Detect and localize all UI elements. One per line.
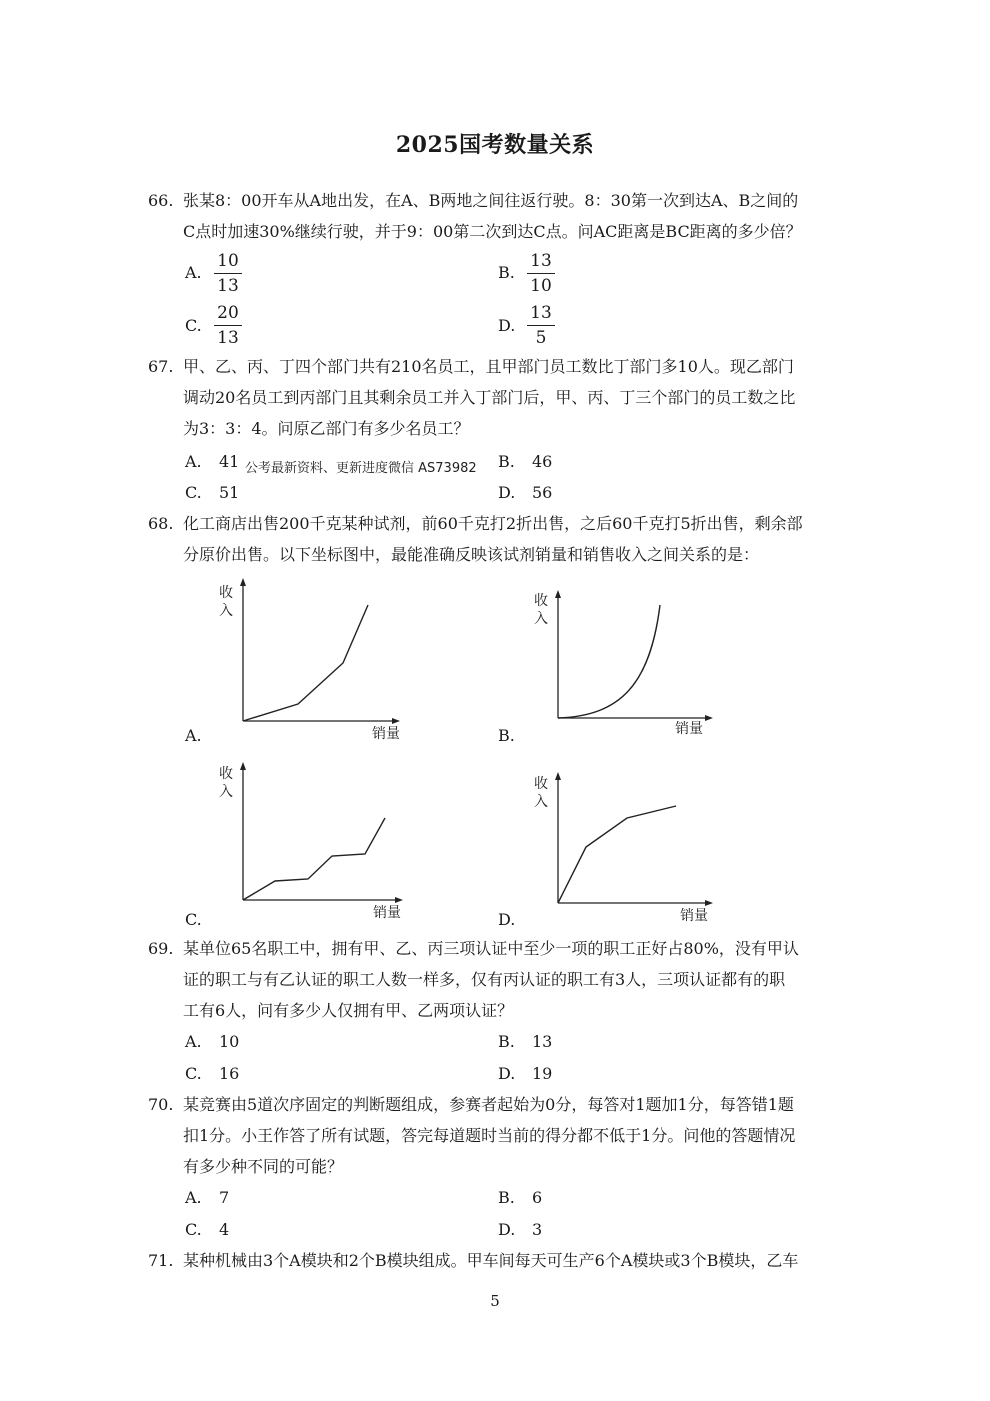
option-label: B. — [498, 263, 515, 282]
graph-option-label: A. — [185, 726, 202, 745]
option-d — [498, 1220, 542, 1240]
option-c-fraction — [214, 302, 242, 349]
y-axis-arrow — [555, 590, 561, 598]
option-label: B. — [498, 452, 515, 471]
option-label: B. — [498, 1032, 515, 1051]
option-label: D. — [498, 1064, 516, 1083]
option-label: D. — [498, 483, 516, 502]
option-c — [185, 1064, 239, 1084]
question-text-line: 化工商店出售200千克某种试剂，前60千克打2折出售，之后60千克打5折出售，剩余部 — [183, 514, 803, 533]
option-label: C. — [185, 1064, 202, 1083]
y-label-2: 入 — [534, 611, 548, 627]
option-label: A. — [185, 263, 202, 282]
option-a — [185, 1188, 229, 1208]
option-b — [498, 1032, 552, 1052]
y-axis-arrow — [240, 762, 246, 770]
option-value: 7 — [219, 1188, 230, 1207]
option-a — [185, 1032, 239, 1052]
question-number: 70. — [148, 1095, 174, 1114]
fraction-denominator: 13 — [217, 328, 239, 348]
option-label: B. — [498, 1188, 515, 1207]
question-text-line: 分原价出售。以下坐标图中，最能准确反映该试剂销量和销售收入之间关系的是： — [183, 545, 760, 564]
graph-a — [210, 575, 420, 750]
option-value: 19 — [532, 1064, 553, 1083]
y-label-1: 收 — [534, 776, 548, 792]
option-label: C. — [185, 483, 202, 502]
option-a — [185, 452, 239, 472]
question-number: 66. — [148, 191, 174, 210]
fraction-bar — [214, 325, 242, 326]
option-a-fraction — [214, 250, 242, 297]
question-text-line: 为3：3：4。问原乙部门有多少名员工？ — [183, 419, 470, 438]
page-number: 5 — [490, 1292, 500, 1310]
x-label: 销量 — [373, 905, 401, 921]
graph-option-label: D. — [498, 910, 516, 929]
option-c — [185, 483, 239, 503]
curve — [558, 605, 660, 718]
x-label: 销量 — [680, 908, 708, 924]
graph-option-label: C. — [185, 910, 202, 929]
question-text-line: 某种机械由3个A模块和2个B模块组成。甲车间每天可生产6个A模块或3个B模块，乙车 — [183, 1251, 799, 1270]
question-number: 69. — [148, 939, 174, 958]
fraction-numerator: 13 — [530, 303, 552, 323]
curve — [243, 605, 368, 721]
option-b — [498, 452, 552, 472]
option-d — [498, 483, 552, 503]
question-number: 68. — [148, 514, 174, 533]
y-label-1: 收 — [219, 766, 233, 782]
option-c — [185, 1220, 229, 1240]
question-text-line: C点时加速30%继续行驶，并于9：00第二次到达C点。问AC距离是BC距离的多少倍？ — [183, 222, 802, 241]
graph-d — [525, 755, 735, 930]
question-text-line: 张某8：00开车从A地出发，在A、B两地之间往返行驶。8：30第一次到达A、B之间的 — [183, 191, 799, 210]
y-label-2: 入 — [219, 603, 233, 619]
option-label: A. — [185, 1188, 202, 1207]
option-value: 13 — [532, 1032, 553, 1051]
fraction-numerator: 20 — [217, 303, 239, 323]
option-value: 16 — [219, 1064, 240, 1083]
question-text-line: 扣1分。小王作答了所有试题，答完每道题时当前的得分都不低于1分。问他的答题情况 — [183, 1126, 796, 1145]
option-value: 56 — [532, 483, 553, 502]
fraction-bar — [527, 273, 555, 274]
y-axis-arrow — [240, 578, 246, 586]
question-text-line: 某单位65名职工中，拥有甲、乙、丙三项认证中至少一项的职工正好占80%，没有甲认 — [183, 939, 799, 958]
option-b-fraction — [527, 250, 555, 297]
option-label: A. — [185, 1032, 202, 1051]
option-label: D. — [498, 316, 516, 335]
y-label-1: 收 — [219, 585, 233, 601]
option-value: 4 — [219, 1220, 230, 1239]
x-axis-arrow — [705, 715, 713, 721]
question-text-line: 某竞赛由5道次序固定的判断题组成，参赛者起始为0分，每答对1题加1分，每答错1题 — [183, 1095, 794, 1114]
x-label: 销量 — [372, 726, 400, 742]
curve — [243, 818, 385, 900]
question-text-line: 调动20名员工到丙部门且其剩余员工并入丁部门后，甲、丙、丁三个部门的员工数之比 — [183, 388, 796, 407]
option-d — [498, 1064, 552, 1084]
question-number: 67. — [148, 357, 174, 376]
page-title: 2025国考数量关系 — [395, 132, 595, 158]
fraction-numerator: 10 — [217, 251, 239, 271]
option-value: 51 — [219, 483, 240, 502]
option-value: 3 — [532, 1220, 543, 1239]
y-axis-arrow — [555, 772, 561, 780]
option-d-fraction — [527, 302, 555, 349]
option-label: C. — [185, 316, 202, 335]
question-text-line: 证的职工与有乙认证的职工人数一样多，仅有丙认证的职工有3人，三项认证都有的职 — [183, 970, 786, 989]
x-axis-arrow — [395, 897, 403, 903]
option-label: C. — [185, 1220, 202, 1239]
option-value: 10 — [219, 1032, 240, 1051]
graph-b — [525, 575, 735, 750]
fraction-denominator: 5 — [535, 328, 547, 348]
fraction-bar — [527, 325, 555, 326]
x-label: 销量 — [675, 721, 703, 737]
x-axis-arrow — [705, 900, 713, 906]
curve — [558, 806, 676, 903]
fraction-denominator: 13 — [217, 276, 239, 296]
question-text-line: 甲、乙、丙、丁四个部门共有210名员工，且甲部门员工数比丁部门多10人。现乙部门 — [183, 357, 794, 376]
y-label-2: 入 — [219, 784, 233, 800]
option-b — [498, 1188, 542, 1208]
option-label: D. — [498, 1220, 516, 1239]
question-number: 71. — [148, 1251, 174, 1270]
option-value: 6 — [532, 1188, 543, 1207]
fraction-bar — [214, 273, 242, 274]
option-label: A. — [185, 452, 202, 471]
y-label-2: 入 — [534, 794, 548, 810]
option-value: 41 — [219, 452, 240, 471]
question-text-line: 工有6人，问有多少人仅拥有甲、乙两项认证？ — [183, 1001, 514, 1020]
y-label-1: 收 — [534, 593, 548, 609]
watermark-text: 公考最新资料、更新进度微信 AS73982 — [245, 461, 477, 476]
option-value: 46 — [532, 452, 553, 471]
x-axis-arrow — [392, 718, 400, 724]
fraction-numerator: 13 — [530, 251, 552, 271]
graph-option-label: B. — [498, 726, 515, 745]
graph-c — [210, 755, 420, 930]
question-text-line: 有多少种不同的可能？ — [183, 1157, 344, 1176]
fraction-denominator: 10 — [530, 276, 552, 296]
